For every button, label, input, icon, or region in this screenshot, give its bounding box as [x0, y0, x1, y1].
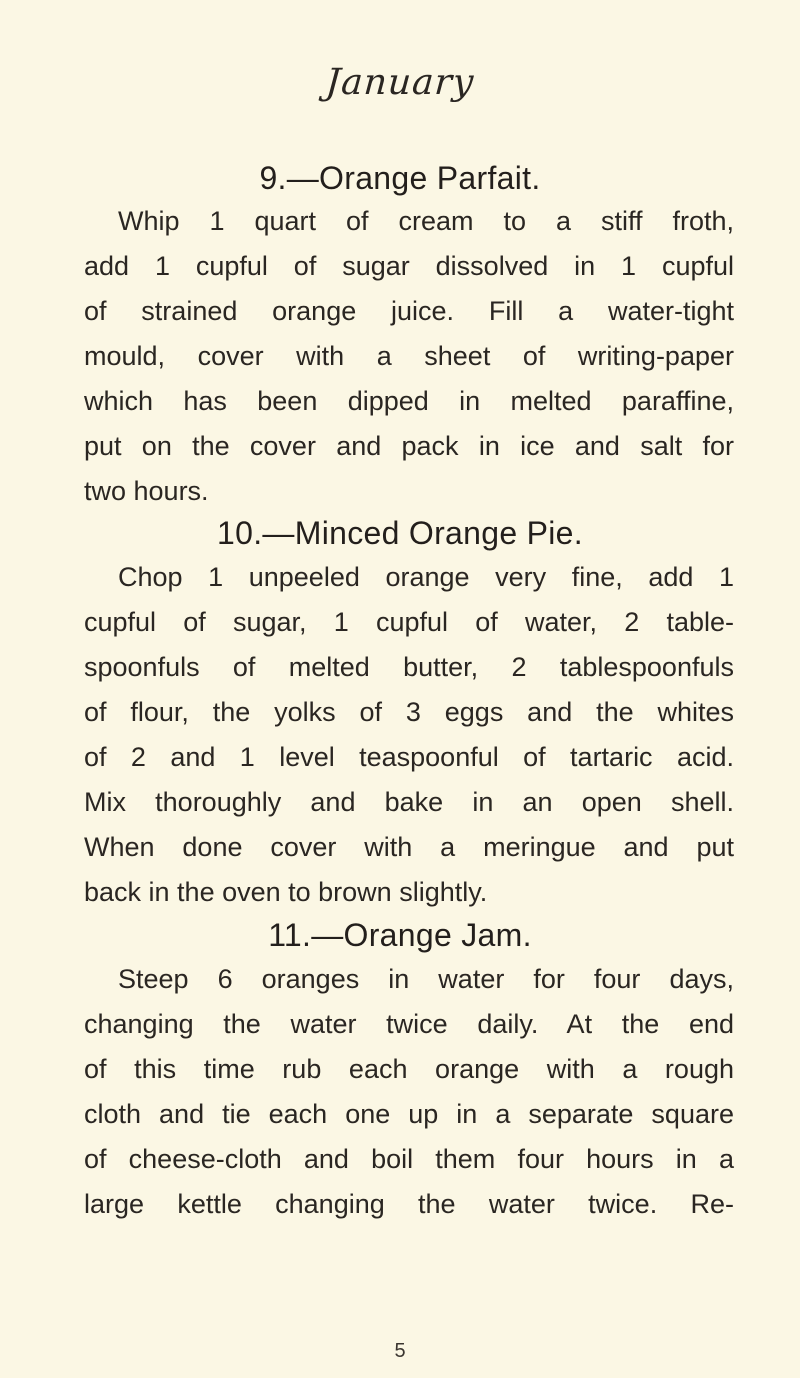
recipe-body [84, 199, 734, 514]
page-header-month: January [324, 62, 476, 103]
page-number: 5 [394, 1340, 406, 1362]
recipe-line: two hours. [84, 476, 209, 506]
recipe-line: put on the cover and pack in ice and salt for [84, 431, 734, 461]
recipe-line: mould, cover with a sheet of writing-paper [84, 341, 734, 371]
recipe-number: 11.— [268, 917, 344, 953]
recipe-name: Orange Parfait. [319, 160, 541, 196]
recipe-body [84, 555, 734, 915]
recipe-line: which has been dipped in melted paraffine, [84, 386, 734, 416]
recipe-line: add 1 cupful of sugar dissolved in 1 cupful [84, 251, 734, 281]
recipe-number: 9.— [259, 160, 320, 196]
recipe-line: Steep 6 oranges in water for four days, [118, 964, 734, 994]
recipe-line: of 2 and 1 level teaspoonful of tartaric acid. [84, 742, 734, 772]
recipe-line: of this time rub each orange with a rough [84, 1054, 734, 1084]
recipe-title [0, 915, 800, 955]
recipe-line: large kettle changing the water twice. Re- [84, 1189, 734, 1219]
recipe-line: of flour, the yolks of 3 eggs and the whites [84, 697, 734, 727]
recipe-name: Minced Orange Pie. [294, 515, 583, 551]
recipe-line: back in the oven to brown slightly. [84, 877, 488, 907]
recipe-line: cupful of sugar, 1 cupful of water, 2 table- [84, 607, 734, 637]
recipe-title [0, 158, 800, 198]
recipe-line: When done cover with a meringue and put [84, 832, 734, 862]
recipe-line: of cheese-cloth and boil them four hours in a [84, 1144, 734, 1174]
recipe-line: Mix thoroughly and bake in an open shell. [84, 787, 734, 817]
recipe-line: Chop 1 unpeeled orange very fine, add 1 [118, 562, 734, 592]
recipe-line: of strained orange juice. Fill a water-tight [84, 296, 734, 326]
recipe-line: Whip 1 quart of cream to a stiff froth, [118, 206, 734, 236]
recipe-line: spoonfuls of melted butter, 2 tablespoonfuls [84, 652, 734, 682]
recipe-number: 10.— [217, 515, 295, 551]
recipe-line: cloth and tie each one up in a separate square [84, 1099, 734, 1129]
recipe-line: changing the water twice daily. At the end [84, 1009, 734, 1039]
recipe-body [84, 957, 734, 1227]
recipe-title [0, 513, 800, 553]
recipe-name: Orange Jam. [343, 917, 532, 953]
